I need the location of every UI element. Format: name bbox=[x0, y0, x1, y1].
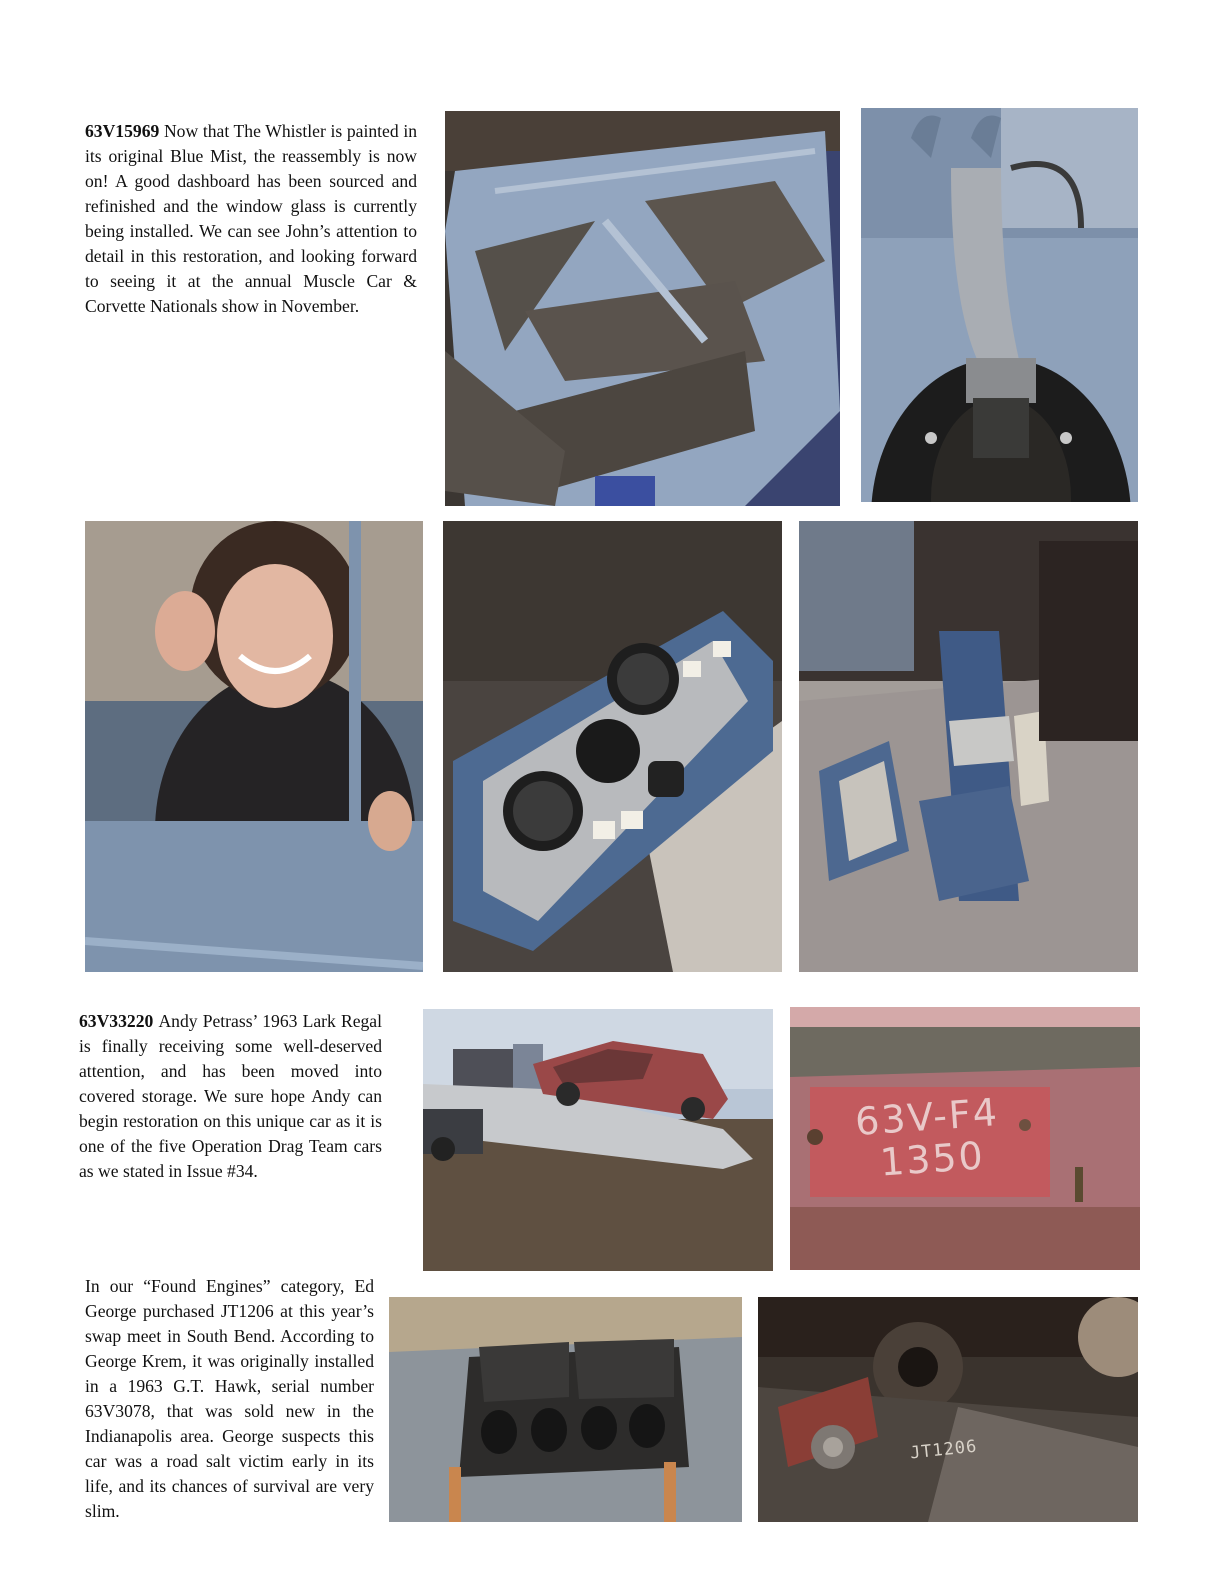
article-body: Andy Petrass’ 1963 Lark Regal is finally receiving some well-deserved attention, and has been moved into covered storage. We sure hope Andy can begin restoration on this unique car as it is one of the five Operation Drag Team cars as we stated in Issue #34. bbox=[79, 1011, 383, 1181]
console-parts-photo bbox=[799, 521, 1138, 972]
article-found-engines bbox=[85, 1274, 374, 1524]
article-63v15969 bbox=[85, 119, 417, 319]
trunk-lid-photo bbox=[445, 111, 840, 506]
engine-stamp-photo bbox=[758, 1297, 1138, 1522]
vin-plate-text-line1: 63V-F4 bbox=[853, 1090, 1001, 1144]
engine-block-photo bbox=[389, 1297, 742, 1522]
filler-neck-photo bbox=[861, 108, 1138, 502]
article-63v33220 bbox=[79, 1009, 382, 1184]
vin-plate-text-line2: 1350 bbox=[878, 1133, 987, 1185]
serial-number: 63V33220 bbox=[79, 1011, 159, 1031]
article-body: Now that The Whistler is painted in its original Blue Mist, the reassembly is now on! A good dashboard has been sourced and refinished and the window glass is currently being installed. We can see John’s attention to detail in this restoration, and looking forward to seeing it at the annual Muscle Car & Corvette Nationals show in November. bbox=[85, 121, 418, 316]
engine-stamp-text: JT1206 bbox=[909, 1436, 979, 1464]
dashboard-photo bbox=[443, 521, 782, 972]
window-glass-photo bbox=[85, 521, 423, 972]
tow-truck-photo bbox=[423, 1009, 773, 1271]
serial-number: 63V15969 bbox=[85, 121, 164, 141]
article-body: In our “Found Engines” category, Ed George purchased JT1206 at this year’s swap meet in South Bend. According to George Krem, it was originally installed in a 1963 G.T. Hawk, serial number 63V3078, that was sold new in the Indianapolis area. George suspects this car was a road salt victim early in its life, and its chances of survival are very slim. bbox=[85, 1276, 374, 1521]
